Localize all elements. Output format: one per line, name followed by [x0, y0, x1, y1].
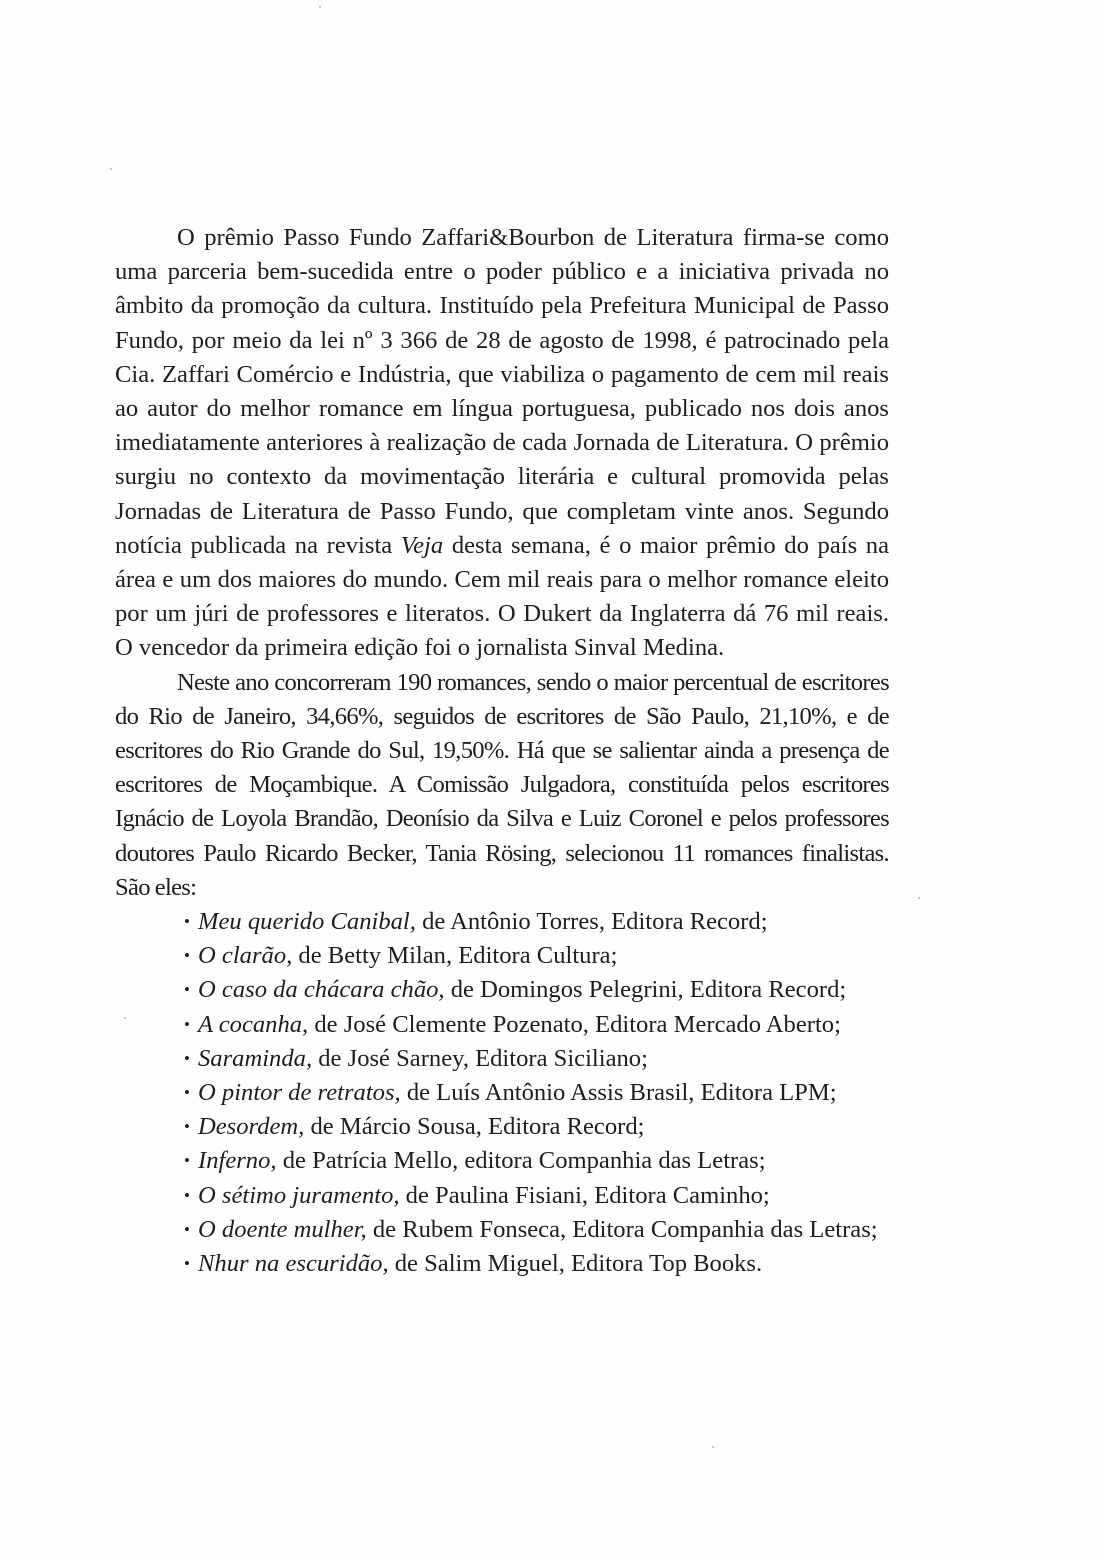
- bullet-icon: •: [184, 1048, 190, 1068]
- bullet-icon: •: [184, 1151, 190, 1171]
- novel-title: Saraminda,: [198, 1044, 313, 1072]
- novel-title: O doente mulher,: [198, 1215, 367, 1243]
- bullet-icon: •: [184, 1014, 190, 1034]
- paragraph-competition-stats: Neste ano concorreram 190 romances, sendo o maior percentual de escritores do Rio de Janeiro, 34,66%, seguidos de escritores de São Paulo, 21,10%, e de escritores do Rio Grande do Sul, 19,50%. Há que se salientar ainda a presença de escritores de Moçambique. A Comissão Julgadora, constituída pelos escritores Ignácio de Loyola Brandão, Deonísio da Silva e Luiz Coronel e pelos professores doutores Paulo Ricardo Becker, Tania Rösing, selecionou 11 romances finalistas. São eles:: [115, 668, 889, 901]
- bullet-icon: •: [184, 1117, 190, 1137]
- finalist-item: [184, 1213, 889, 1247]
- magazine-title: Veja: [400, 531, 444, 559]
- bullet-icon: •: [184, 1185, 190, 1205]
- bullet-icon: •: [184, 1083, 190, 1103]
- bullet-icon: •: [184, 946, 190, 966]
- novel-title: O caso da chácara chão,: [198, 976, 445, 1004]
- finalist-item: [184, 1008, 889, 1042]
- novel-title: O pintor de retratos,: [198, 1079, 401, 1107]
- paragraph-text: O prêmio Passo Fundo Zaffari&Bourbon de Literatura firma-se como uma parceria bem-sucedida entre o poder público e a iniciativa privada no âmbito da promoção da cultura. Instituído pela Prefeitura Municipal de Passo Fundo, por meio da lei nº 3 366 de 28 de agosto de 1998, é patrocinado pela Cia. Zaffari Comércio e Indústria, que viabiliza o pagamento de cem mil reais ao autor do melhor romance em língua portuguesa, publicado nos dois anos imediatamente anteriores à realização de cada Jornada de Literatura. O prêmio surgiu no contexto da movimentação literária e cultural promovida pelas Jornadas de Literatura de Passo Fundo, que completam vinte anos. Segundo notícia publicada na revista: [115, 224, 889, 559]
- paragraph-prize-description: [115, 221, 889, 666]
- novel-details: de José Clemente Pozenato, Editora Mercado Aberto;: [308, 1010, 841, 1038]
- finalist-item: [184, 1042, 889, 1076]
- novel-details: de Paulina Fisiani, Editora Caminho;: [399, 1181, 770, 1209]
- bullet-icon: •: [184, 1219, 190, 1239]
- novel-details: de Antônio Torres, Editora Record;: [415, 908, 768, 936]
- novel-details: de Márcio Sousa, Editora Record;: [304, 1113, 645, 1141]
- paper-speck: [110, 168, 112, 170]
- finalist-item: [184, 939, 889, 973]
- novel-details: de Betty Milan, Editora Cultura;: [292, 942, 618, 970]
- novel-details: de Rubem Fonseca, Editora Companhia das Letras;: [366, 1215, 878, 1243]
- novel-details: de Salim Miguel, Editora Top Books.: [388, 1250, 763, 1278]
- finalist-item: [184, 1179, 889, 1213]
- finalist-item: [184, 1110, 889, 1144]
- novel-title: O sétimo juramento,: [198, 1181, 400, 1209]
- novel-title: A cocanha,: [198, 1010, 309, 1038]
- novel-details: de Domingos Pelegrini, Editora Record;: [444, 976, 847, 1004]
- novel-details: de Luís Antônio Assis Brasil, Editora LPM;: [400, 1079, 837, 1107]
- novel-title: Meu querido Canibal,: [198, 908, 416, 936]
- finalist-item: [184, 1144, 889, 1178]
- finalist-item: [184, 905, 889, 939]
- novel-title: O clarão,: [198, 942, 293, 970]
- finalist-item: [184, 973, 889, 1007]
- bullet-icon: •: [184, 912, 190, 932]
- paper-speck: [319, 6, 321, 8]
- bullet-icon: •: [184, 980, 190, 1000]
- novel-details: de José Sarney, Editora Siciliano;: [312, 1044, 648, 1072]
- novel-title: Desordem,: [198, 1113, 305, 1141]
- novel-title: Inferno,: [198, 1147, 277, 1175]
- finalist-item: [184, 1076, 889, 1110]
- finalist-list: [115, 905, 889, 1281]
- paper-speck: [712, 1446, 714, 1448]
- finalist-item: [184, 1247, 889, 1281]
- body-text: [115, 221, 889, 1281]
- bullet-icon: •: [184, 1254, 190, 1274]
- novel-details: de Patrícia Mello, editora Companhia das Letras;: [276, 1147, 766, 1175]
- paragraph-text: desta semana, é o maior prêmio do país na área e um dos maiores do mundo. Cem mil reais para o melhor romance eleito por um júri de professores e literatos. O Dukert da Inglaterra dá 76 mil reais. O vencedor da primeira edição foi o jornalista Sinval Medina.: [115, 531, 889, 662]
- novel-title: Nhur na escuridão,: [198, 1250, 389, 1278]
- paper-speck: [918, 897, 920, 899]
